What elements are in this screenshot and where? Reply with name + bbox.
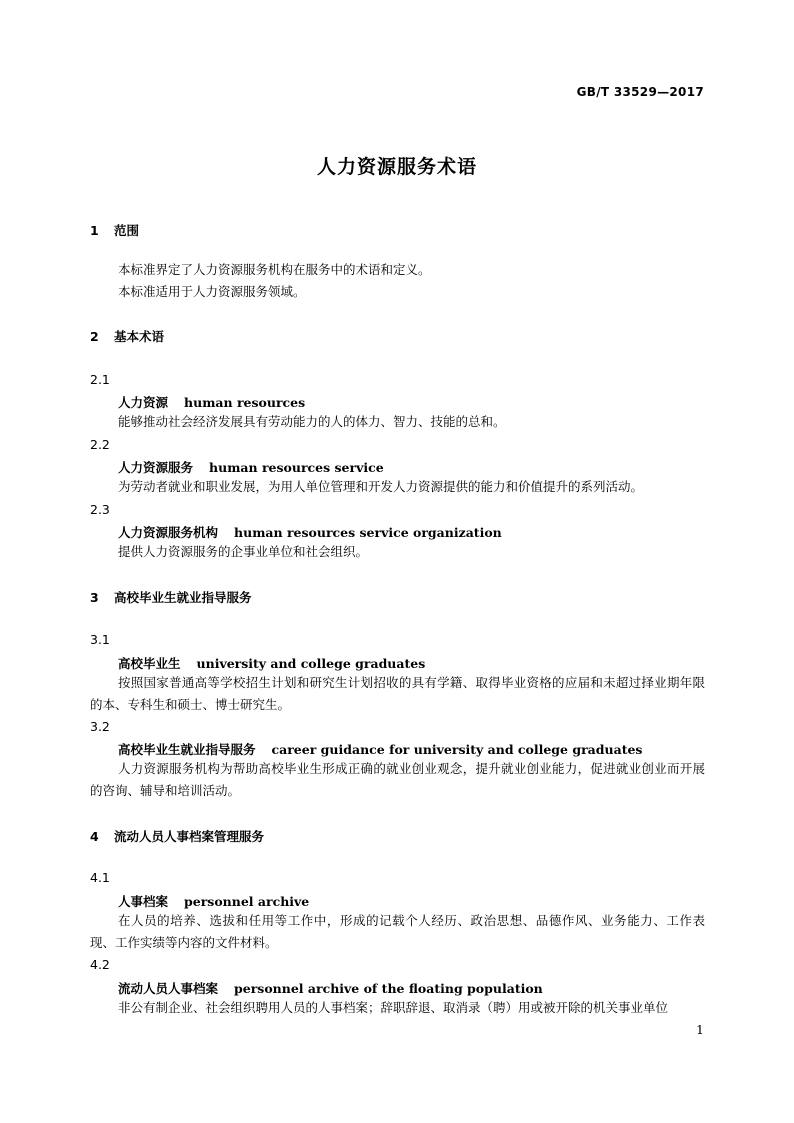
section-title: 高校毕业生就业指导服务 bbox=[114, 590, 252, 605]
standard-code: GB/T 33529—2017 bbox=[576, 85, 704, 99]
term-definition: 在人员的培养、选拔和任用等工作中，形成的记载个人经历、政治思想、品德作风、业务能力、工作表现、工作实绩等内容的文件材料。 bbox=[90, 913, 705, 950]
term-en: human resources service bbox=[209, 460, 384, 475]
term-definition: 人力资源服务机构为帮助高校毕业生形成正确的就业创业观念，提升就业创业能力，促进就业创业而开展的咨询、辅导和培训活动。 bbox=[90, 761, 705, 798]
section-number: 1 bbox=[90, 223, 99, 238]
section-number: 3 bbox=[90, 590, 99, 605]
section-heading-1 bbox=[90, 221, 139, 239]
section-number: 4 bbox=[90, 829, 99, 844]
section-heading-3 bbox=[90, 588, 252, 606]
term-heading bbox=[118, 654, 425, 672]
term-number: 2.2 bbox=[90, 437, 110, 452]
term-en: personnel archive of the floating population bbox=[234, 981, 543, 996]
paragraph: 本标准界定了人力资源服务机构在服务中的术语和定义。 bbox=[118, 262, 431, 277]
term-zh: 流动人员人事档案 bbox=[118, 981, 219, 996]
term-en: human resources bbox=[184, 395, 306, 410]
paragraph: 本标准适用于人力资源服务领域。 bbox=[118, 284, 306, 299]
page-number: 1 bbox=[696, 1022, 704, 1037]
term-en: human resources service organization bbox=[234, 525, 502, 540]
term-definition: 非公有制企业、社会组织聘用人员的人事档案；辞职辞退、取消录（聘）用或被开除的机关事业单位 bbox=[118, 1000, 669, 1015]
term-en: personnel archive bbox=[184, 894, 310, 909]
term-en: career guidance for university and college graduates bbox=[271, 742, 643, 757]
term-zh: 人力资源 bbox=[118, 395, 169, 410]
section-heading-2 bbox=[90, 327, 164, 345]
term-heading bbox=[118, 523, 502, 541]
term-definition: 按照国家普通高等学校招生计划和研究生计划招收的具有学籍、取得毕业资格的应届和未超过择业期年限的本、专科生和硕士、博士研究生。 bbox=[90, 675, 705, 712]
term-heading bbox=[118, 393, 305, 411]
term-zh: 人事档案 bbox=[118, 894, 169, 909]
term-number: 2.1 bbox=[90, 372, 110, 387]
term-number: 3.2 bbox=[90, 719, 110, 734]
term-number: 2.3 bbox=[90, 502, 110, 517]
term-en: university and college graduates bbox=[196, 656, 426, 671]
term-heading bbox=[118, 892, 309, 910]
section-title: 基本术语 bbox=[114, 329, 165, 344]
term-number: 4.1 bbox=[90, 870, 110, 885]
term-definition: 为劳动者就业和职业发展，为用人单位管理和开发人力资源提供的能力和价值提升的系列活动。 bbox=[118, 479, 644, 494]
term-heading bbox=[118, 979, 543, 997]
term-heading bbox=[118, 740, 642, 758]
term-number: 3.1 bbox=[90, 632, 110, 647]
section-title: 范围 bbox=[114, 223, 140, 238]
term-number: 4.2 bbox=[90, 957, 110, 972]
document-title: 人力资源服务术语 bbox=[316, 156, 477, 178]
section-number: 2 bbox=[90, 329, 99, 344]
term-zh: 高校毕业生就业指导服务 bbox=[118, 742, 256, 757]
section-heading-4 bbox=[90, 827, 264, 845]
term-heading bbox=[118, 458, 384, 476]
term-zh: 人力资源服务 bbox=[118, 460, 194, 475]
term-definition: 提供人力资源服务的企事业单位和社会组织。 bbox=[118, 544, 369, 559]
term-definition: 能够推动社会经济发展具有劳动能力的人的体力、智力、技能的总和。 bbox=[118, 414, 506, 429]
term-zh: 高校毕业生 bbox=[118, 656, 181, 671]
section-title: 流动人员人事档案管理服务 bbox=[114, 829, 265, 844]
term-zh: 人力资源服务机构 bbox=[118, 525, 219, 540]
